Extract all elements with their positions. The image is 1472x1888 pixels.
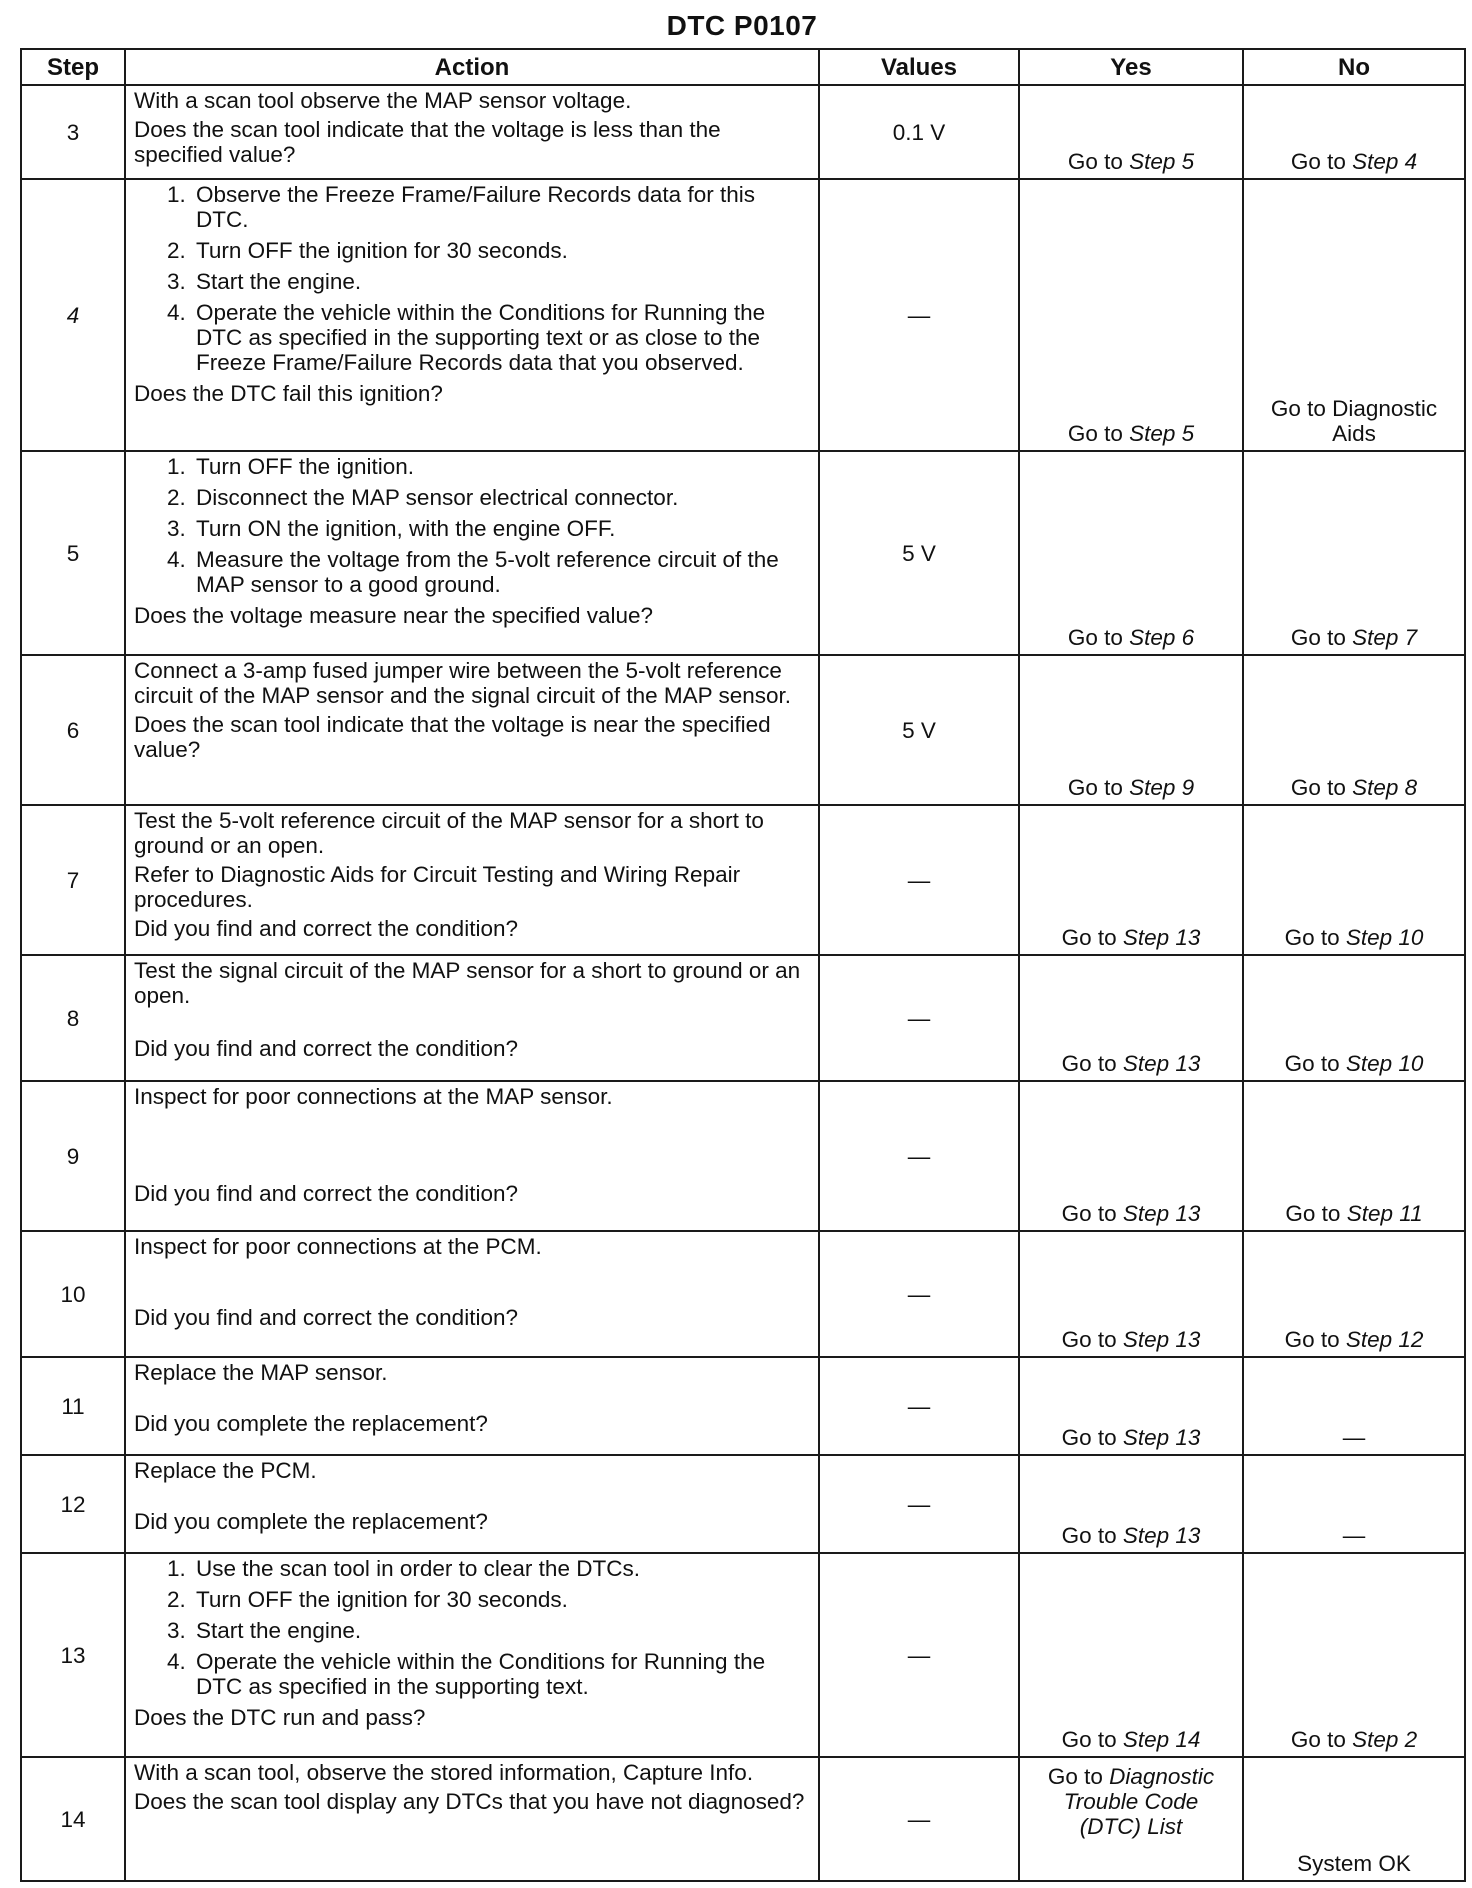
table-row <box>21 179 1465 451</box>
specified-value: — <box>819 1357 1019 1455</box>
column-header-step: Step <box>21 49 125 85</box>
no-outcome <box>1243 85 1465 179</box>
step-number: 5 <box>21 451 125 655</box>
specified-value: — <box>819 955 1019 1081</box>
table-row <box>21 1455 1465 1553</box>
yes-goto-prefix: Go to <box>1067 625 1130 650</box>
column-header-action: Action <box>125 49 819 85</box>
no-outcome <box>1243 1231 1465 1357</box>
no-goto-target[interactable]: Step 10 <box>1345 925 1424 950</box>
action-question: Does the scan tool display any DTCs that you have not diagnosed? <box>134 1789 805 1814</box>
no-outcome <box>1243 805 1465 955</box>
procedure-step: 2. Turn OFF the ignition for 30 seconds. <box>192 238 810 263</box>
action-question: Did you find and correct the condition? <box>134 916 518 941</box>
no-outcome <box>1243 179 1465 451</box>
yes-outcome <box>1019 1081 1243 1231</box>
yes-goto-prefix: Go to <box>1061 1327 1123 1352</box>
yes-goto-target[interactable]: Step 13 <box>1122 1201 1201 1226</box>
action-cell <box>125 1455 819 1553</box>
table-row <box>21 1553 1465 1757</box>
action-cell <box>125 179 819 451</box>
action-question: Does the DTC run and pass? <box>134 1705 426 1730</box>
procedure-step: 2. Turn OFF the ignition for 30 seconds. <box>192 1587 810 1612</box>
page <box>20 8 1464 1882</box>
action-cell <box>125 1231 819 1357</box>
no-outcome <box>1243 1757 1465 1881</box>
specified-value: — <box>819 805 1019 955</box>
action-cell <box>125 1357 819 1455</box>
no-outcome <box>1243 1081 1465 1231</box>
action-question: Does the scan tool indicate that the voltage is less than the specified value? <box>134 117 721 167</box>
no-goto-prefix: Go to <box>1284 1051 1346 1076</box>
no-outcome <box>1243 1455 1465 1553</box>
yes-goto-target[interactable]: Step 9 <box>1129 775 1195 800</box>
yes-goto-prefix: Go to <box>1061 1051 1123 1076</box>
table-row <box>21 1757 1465 1881</box>
action-cell <box>125 451 819 655</box>
action-cell <box>125 655 819 805</box>
table-row <box>21 451 1465 655</box>
action-cell <box>125 1553 819 1757</box>
no-outcome <box>1243 1553 1465 1757</box>
procedure-step: 4. Operate the vehicle within the Conditions for Running the DTC as specified in the supporting text or as close to the Freeze Frame/Failure Records data that you observed. <box>192 300 810 375</box>
step-number: 4 <box>21 179 125 451</box>
procedure-list <box>134 454 810 597</box>
action-instruction: Replace the MAP sensor. <box>134 1360 388 1385</box>
action-instruction: Connect a 3-amp fused jumper wire between the 5-volt reference circuit of the MAP sensor and the signal circuit of the MAP sensor. <box>134 658 791 708</box>
procedure-step: 2. Disconnect the MAP sensor electrical connector. <box>192 485 810 510</box>
diagnostic-table <box>20 48 1466 1882</box>
no-outcome-text: Go to Diagnostic Aids <box>1270 396 1438 446</box>
yes-goto-target[interactable]: Step 13 <box>1122 1523 1201 1548</box>
yes-goto-prefix: Go to <box>1067 421 1130 446</box>
action-question: Did you complete the replacement? <box>134 1509 488 1534</box>
yes-goto-prefix: Go to <box>1061 1201 1123 1226</box>
procedure-step: 3. Start the engine. <box>192 1618 810 1643</box>
action-question: Did you find and correct the condition? <box>134 1036 518 1061</box>
action-instruction: With a scan tool observe the MAP sensor voltage. <box>134 88 632 113</box>
action-question: Did you complete the replacement? <box>134 1411 488 1436</box>
action-instruction: Test the signal circuit of the MAP sensor for a short to ground or an open. <box>134 958 801 1008</box>
no-goto-target[interactable]: Step 4 <box>1352 149 1418 174</box>
yes-goto-target[interactable]: Step 13 <box>1122 1327 1201 1352</box>
yes-goto-target[interactable]: Step 14 <box>1122 1727 1201 1752</box>
no-goto-target[interactable]: Step 8 <box>1352 775 1418 800</box>
specified-value: — <box>819 1081 1019 1231</box>
yes-outcome <box>1019 451 1243 655</box>
table-row <box>21 1231 1465 1357</box>
step-number: 14 <box>21 1757 125 1881</box>
column-header-values: Values <box>819 49 1019 85</box>
yes-outcome <box>1019 1357 1243 1455</box>
no-outcome <box>1243 451 1465 655</box>
table-row <box>21 85 1465 179</box>
step-number: 7 <box>21 805 125 955</box>
table-row <box>21 1357 1465 1455</box>
no-outcome <box>1243 955 1465 1081</box>
action-question: Does the voltage measure near the specified value? <box>134 603 654 628</box>
procedure-list <box>134 1556 810 1699</box>
procedure-list <box>134 182 810 375</box>
step-number: 3 <box>21 85 125 179</box>
step-number: 12 <box>21 1455 125 1553</box>
yes-outcome <box>1019 655 1243 805</box>
yes-goto-prefix: Go to <box>1067 775 1130 800</box>
table-row <box>21 805 1465 955</box>
no-goto-target[interactable]: Step 2 <box>1352 1727 1418 1752</box>
no-outcome-text: — <box>1342 1523 1366 1548</box>
specified-value: — <box>819 1553 1019 1757</box>
header-row <box>21 49 1465 85</box>
step-number: 11 <box>21 1357 125 1455</box>
no-goto-prefix: Go to <box>1284 925 1346 950</box>
yes-outcome <box>1019 1553 1243 1757</box>
table-row <box>21 955 1465 1081</box>
column-header-yes: Yes <box>1019 49 1243 85</box>
table-row <box>21 1081 1465 1231</box>
procedure-step: 4. Measure the voltage from the 5-volt reference circuit of the MAP sensor to a good ground. <box>192 547 810 597</box>
yes-goto-prefix: Go to <box>1061 925 1123 950</box>
no-goto-prefix: Go to <box>1285 1201 1347 1226</box>
yes-goto-target[interactable]: Step 13 <box>1122 1051 1201 1076</box>
step-number: 9 <box>21 1081 125 1231</box>
action-instruction: Inspect for poor connections at the MAP sensor. <box>134 1084 613 1109</box>
no-goto-target[interactable]: Step 7 <box>1352 625 1418 650</box>
procedure-step: 3. Turn ON the ignition, with the engine OFF. <box>192 516 810 541</box>
specified-value: — <box>819 1757 1019 1881</box>
specified-value: — <box>819 179 1019 451</box>
specified-value: 5 V <box>819 451 1019 655</box>
yes-outcome <box>1019 1757 1243 1881</box>
no-outcome <box>1243 1357 1465 1455</box>
step-number: 10 <box>21 1231 125 1357</box>
action-instruction: With a scan tool, observe the stored information, Capture Info. <box>134 1760 754 1785</box>
yes-goto-target[interactable]: Step 5 <box>1129 149 1195 174</box>
action-question: Did you find and correct the condition? <box>134 1305 518 1330</box>
step-number: 6 <box>21 655 125 805</box>
step-number: 13 <box>21 1553 125 1757</box>
no-goto-target[interactable]: Step 10 <box>1345 1051 1424 1076</box>
yes-goto-target[interactable]: Step 6 <box>1129 625 1195 650</box>
procedure-step: 1. Observe the Freeze Frame/Failure Records data for this DTC. <box>192 182 810 232</box>
action-instruction: Replace the PCM. <box>134 1458 317 1483</box>
procedure-step: 4. Operate the vehicle within the Conditions for Running the DTC as specified in the supporting text. <box>192 1649 810 1699</box>
no-goto-target[interactable]: Step 12 <box>1345 1327 1424 1352</box>
specified-value: 5 V <box>819 655 1019 805</box>
no-goto-prefix: Go to <box>1284 1327 1346 1352</box>
table-row <box>21 655 1465 805</box>
yes-goto-target[interactable]: Step 13 <box>1122 1425 1201 1450</box>
no-goto-prefix: Go to <box>1290 625 1353 650</box>
no-goto-target[interactable]: Step 11 <box>1346 1201 1423 1226</box>
yes-goto-prefix: Go to <box>1061 1425 1123 1450</box>
no-outcome-text: — <box>1342 1425 1366 1450</box>
yes-goto-target[interactable]: Step 5 <box>1129 421 1195 446</box>
yes-outcome <box>1019 179 1243 451</box>
yes-outcome <box>1019 1455 1243 1553</box>
action-cell <box>125 805 819 955</box>
yes-outcome <box>1019 955 1243 1081</box>
no-goto-prefix: Go to <box>1290 149 1353 174</box>
specified-value: — <box>819 1231 1019 1357</box>
procedure-step: 1. Use the scan tool in order to clear the DTCs. <box>192 1556 810 1581</box>
table-body <box>21 85 1465 1881</box>
action-cell <box>125 1757 819 1881</box>
column-header-no: No <box>1243 49 1465 85</box>
no-outcome <box>1243 655 1465 805</box>
yes-outcome <box>1019 1231 1243 1357</box>
procedure-step: 3. Start the engine. <box>192 269 810 294</box>
action-cell <box>125 85 819 179</box>
yes-goto-target[interactable]: Diagnostic Trouble Code (DTC) List <box>1063 1764 1215 1839</box>
yes-goto-prefix: Go to <box>1061 1727 1123 1752</box>
action-instruction: Refer to Diagnostic Aids for Circuit Testing and Wiring Repair procedures. <box>134 862 741 912</box>
yes-goto-prefix: Go to <box>1061 1523 1123 1548</box>
action-question: Did you find and correct the condition? <box>134 1181 518 1206</box>
yes-goto-prefix: Go to <box>1067 149 1130 174</box>
yes-goto-target[interactable]: Step 13 <box>1122 925 1201 950</box>
action-cell <box>125 1081 819 1231</box>
action-instruction: Inspect for poor connections at the PCM. <box>134 1234 542 1259</box>
procedure-step: 1. Turn OFF the ignition. <box>192 454 810 479</box>
action-question: Does the scan tool indicate that the voltage is near the specified value? <box>134 712 771 762</box>
no-goto-prefix: Go to <box>1290 1727 1353 1752</box>
step-number: 8 <box>21 955 125 1081</box>
specified-value: — <box>819 1455 1019 1553</box>
yes-outcome <box>1019 805 1243 955</box>
no-outcome-text: System OK <box>1297 1851 1411 1876</box>
yes-goto-prefix: Go to <box>1047 1764 1110 1789</box>
action-cell <box>125 955 819 1081</box>
yes-outcome <box>1019 85 1243 179</box>
no-goto-prefix: Go to <box>1290 775 1353 800</box>
action-question: Does the DTC fail this ignition? <box>134 381 443 406</box>
action-instruction: Test the 5-volt reference circuit of the MAP sensor for a short to ground or an open. <box>134 808 764 858</box>
page-title: DTC P0107 <box>666 10 818 41</box>
specified-value: 0.1 V <box>819 85 1019 179</box>
